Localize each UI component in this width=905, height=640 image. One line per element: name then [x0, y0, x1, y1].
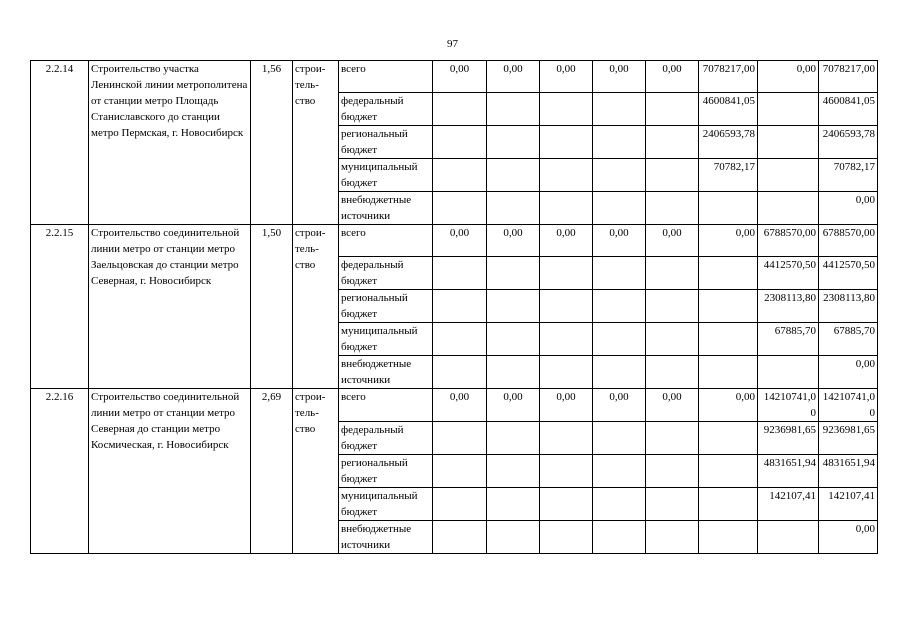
year-value	[487, 126, 540, 159]
year-value	[433, 521, 487, 554]
year-value: 0,00	[646, 225, 699, 257]
funding-source-label: федеральный бюджет	[339, 422, 433, 455]
year-value	[540, 488, 593, 521]
year-value	[593, 290, 646, 323]
year-value	[758, 521, 819, 554]
year-value	[487, 159, 540, 192]
project-code: 2.2.15	[31, 225, 89, 389]
year-value	[699, 488, 758, 521]
year-value: 0,00	[593, 389, 646, 422]
project-length: 2,69	[251, 389, 293, 554]
year-value	[540, 356, 593, 389]
project-name: Строительство участка Ленинской линии метрополитена от станции метро Площадь Станиславского до станции метро Пермская, г. Новосибирск	[89, 61, 251, 225]
year-value	[540, 323, 593, 356]
year-value	[433, 488, 487, 521]
total-value: 7078217,00	[819, 61, 878, 93]
year-value: 4831651,94	[758, 455, 819, 488]
total-value: 70782,17	[819, 159, 878, 192]
year-value	[758, 356, 819, 389]
year-value: 0,00	[540, 61, 593, 93]
year-value	[646, 422, 699, 455]
funding-source-label: региональный бюджет	[339, 126, 433, 159]
year-value: 0,00	[699, 225, 758, 257]
year-value	[540, 290, 593, 323]
funding-source-label: всего	[339, 225, 433, 257]
year-value	[433, 356, 487, 389]
year-value	[433, 323, 487, 356]
total-value: 6788570,00	[819, 225, 878, 257]
funding-source-label: муниципальный бюджет	[339, 488, 433, 521]
year-value	[646, 323, 699, 356]
year-value	[699, 455, 758, 488]
year-value	[758, 126, 819, 159]
year-value	[593, 422, 646, 455]
year-value	[646, 455, 699, 488]
year-value	[758, 159, 819, 192]
total-value: 0,00	[819, 356, 878, 389]
year-value	[646, 192, 699, 225]
year-value: 2406593,78	[699, 126, 758, 159]
year-value	[540, 159, 593, 192]
work-type: строи-тель-ство	[293, 61, 339, 225]
year-value: 0,00	[540, 225, 593, 257]
year-value	[758, 93, 819, 126]
table-row	[31, 225, 878, 257]
year-value	[433, 290, 487, 323]
year-value: 67885,70	[758, 323, 819, 356]
year-value: 14210741,00	[758, 389, 819, 422]
year-value	[646, 126, 699, 159]
funding-source-label: федеральный бюджет	[339, 257, 433, 290]
year-value: 0,00	[540, 389, 593, 422]
total-value: 2308113,80	[819, 290, 878, 323]
funding-table	[30, 60, 878, 554]
table-row	[31, 389, 878, 422]
year-value	[593, 323, 646, 356]
table-row	[31, 61, 878, 93]
total-value: 4600841,05	[819, 93, 878, 126]
project-code: 2.2.14	[31, 61, 89, 225]
year-value	[699, 192, 758, 225]
project-code: 2.2.16	[31, 389, 89, 554]
year-value	[593, 257, 646, 290]
year-value	[699, 290, 758, 323]
total-value: 0,00	[819, 521, 878, 554]
year-value: 4412570,50	[758, 257, 819, 290]
year-value	[593, 126, 646, 159]
year-value	[487, 257, 540, 290]
year-value	[699, 521, 758, 554]
year-value	[487, 323, 540, 356]
year-value	[487, 521, 540, 554]
year-value: 9236981,65	[758, 422, 819, 455]
year-value: 0,00	[487, 389, 540, 422]
year-value: 0,00	[433, 389, 487, 422]
year-value	[593, 521, 646, 554]
year-value: 0,00	[758, 61, 819, 93]
year-value	[433, 126, 487, 159]
year-value	[487, 356, 540, 389]
year-value	[433, 455, 487, 488]
work-type: строи-тель-ство	[293, 225, 339, 389]
year-value	[593, 488, 646, 521]
total-value: 4412570,50	[819, 257, 878, 290]
year-value	[540, 521, 593, 554]
funding-source-label: региональный бюджет	[339, 290, 433, 323]
year-value: 6788570,00	[758, 225, 819, 257]
total-value: 142107,41	[819, 488, 878, 521]
year-value: 0,00	[487, 61, 540, 93]
year-value	[758, 192, 819, 225]
year-value	[699, 257, 758, 290]
year-value: 70782,17	[699, 159, 758, 192]
year-value: 0,00	[487, 225, 540, 257]
total-value: 14210741,00	[819, 389, 878, 422]
year-value	[487, 93, 540, 126]
project-length: 1,50	[251, 225, 293, 389]
year-value	[540, 192, 593, 225]
total-value: 4831651,94	[819, 455, 878, 488]
funding-source-label: всего	[339, 61, 433, 93]
total-value: 9236981,65	[819, 422, 878, 455]
funding-source-label: федеральный бюджет	[339, 93, 433, 126]
year-value: 0,00	[646, 61, 699, 93]
year-value: 142107,41	[758, 488, 819, 521]
year-value	[646, 159, 699, 192]
year-value	[540, 93, 593, 126]
year-value	[433, 422, 487, 455]
work-type: строи-тель-ство	[293, 389, 339, 554]
project-name: Строительство соединительной линии метро от станции метро Северная до станции метро Космическая, г. Новосибирск	[89, 389, 251, 554]
total-value: 0,00	[819, 192, 878, 225]
year-value: 7078217,00	[699, 61, 758, 93]
year-value: 0,00	[646, 389, 699, 422]
year-value	[593, 356, 646, 389]
year-value	[487, 455, 540, 488]
project-name: Строительство соединительной линии метро от станции метро Заельцовская до станции метро Северная, г. Новосибирск	[89, 225, 251, 389]
year-value: 0,00	[699, 389, 758, 422]
funding-source-label: всего	[339, 389, 433, 422]
year-value	[487, 290, 540, 323]
year-value	[646, 488, 699, 521]
year-value	[593, 455, 646, 488]
page-number: 97	[447, 38, 458, 50]
year-value	[540, 455, 593, 488]
year-value	[699, 356, 758, 389]
year-value	[540, 422, 593, 455]
year-value: 0,00	[433, 225, 487, 257]
year-value	[593, 192, 646, 225]
year-value	[646, 521, 699, 554]
year-value	[593, 93, 646, 126]
year-value	[540, 126, 593, 159]
funding-source-label: муниципальный бюджет	[339, 159, 433, 192]
year-value	[487, 422, 540, 455]
funding-source-label: внебюджетные источники	[339, 356, 433, 389]
year-value	[646, 93, 699, 126]
total-value: 2406593,78	[819, 126, 878, 159]
funding-source-label: внебюджетные источники	[339, 192, 433, 225]
year-value	[646, 290, 699, 323]
year-value	[540, 257, 593, 290]
year-value	[699, 323, 758, 356]
year-value	[646, 356, 699, 389]
year-value	[433, 192, 487, 225]
year-value	[433, 159, 487, 192]
funding-source-label: внебюджетные источники	[339, 521, 433, 554]
project-length: 1,56	[251, 61, 293, 225]
funding-source-label: региональный бюджет	[339, 455, 433, 488]
year-value: 0,00	[433, 61, 487, 93]
year-value	[433, 257, 487, 290]
year-value	[487, 488, 540, 521]
year-value	[593, 159, 646, 192]
total-value: 67885,70	[819, 323, 878, 356]
year-value: 0,00	[593, 61, 646, 93]
year-value	[646, 257, 699, 290]
funding-source-label: муниципальный бюджет	[339, 323, 433, 356]
year-value	[487, 192, 540, 225]
year-value: 2308113,80	[758, 290, 819, 323]
year-value: 4600841,05	[699, 93, 758, 126]
year-value	[699, 422, 758, 455]
year-value: 0,00	[593, 225, 646, 257]
year-value	[433, 93, 487, 126]
